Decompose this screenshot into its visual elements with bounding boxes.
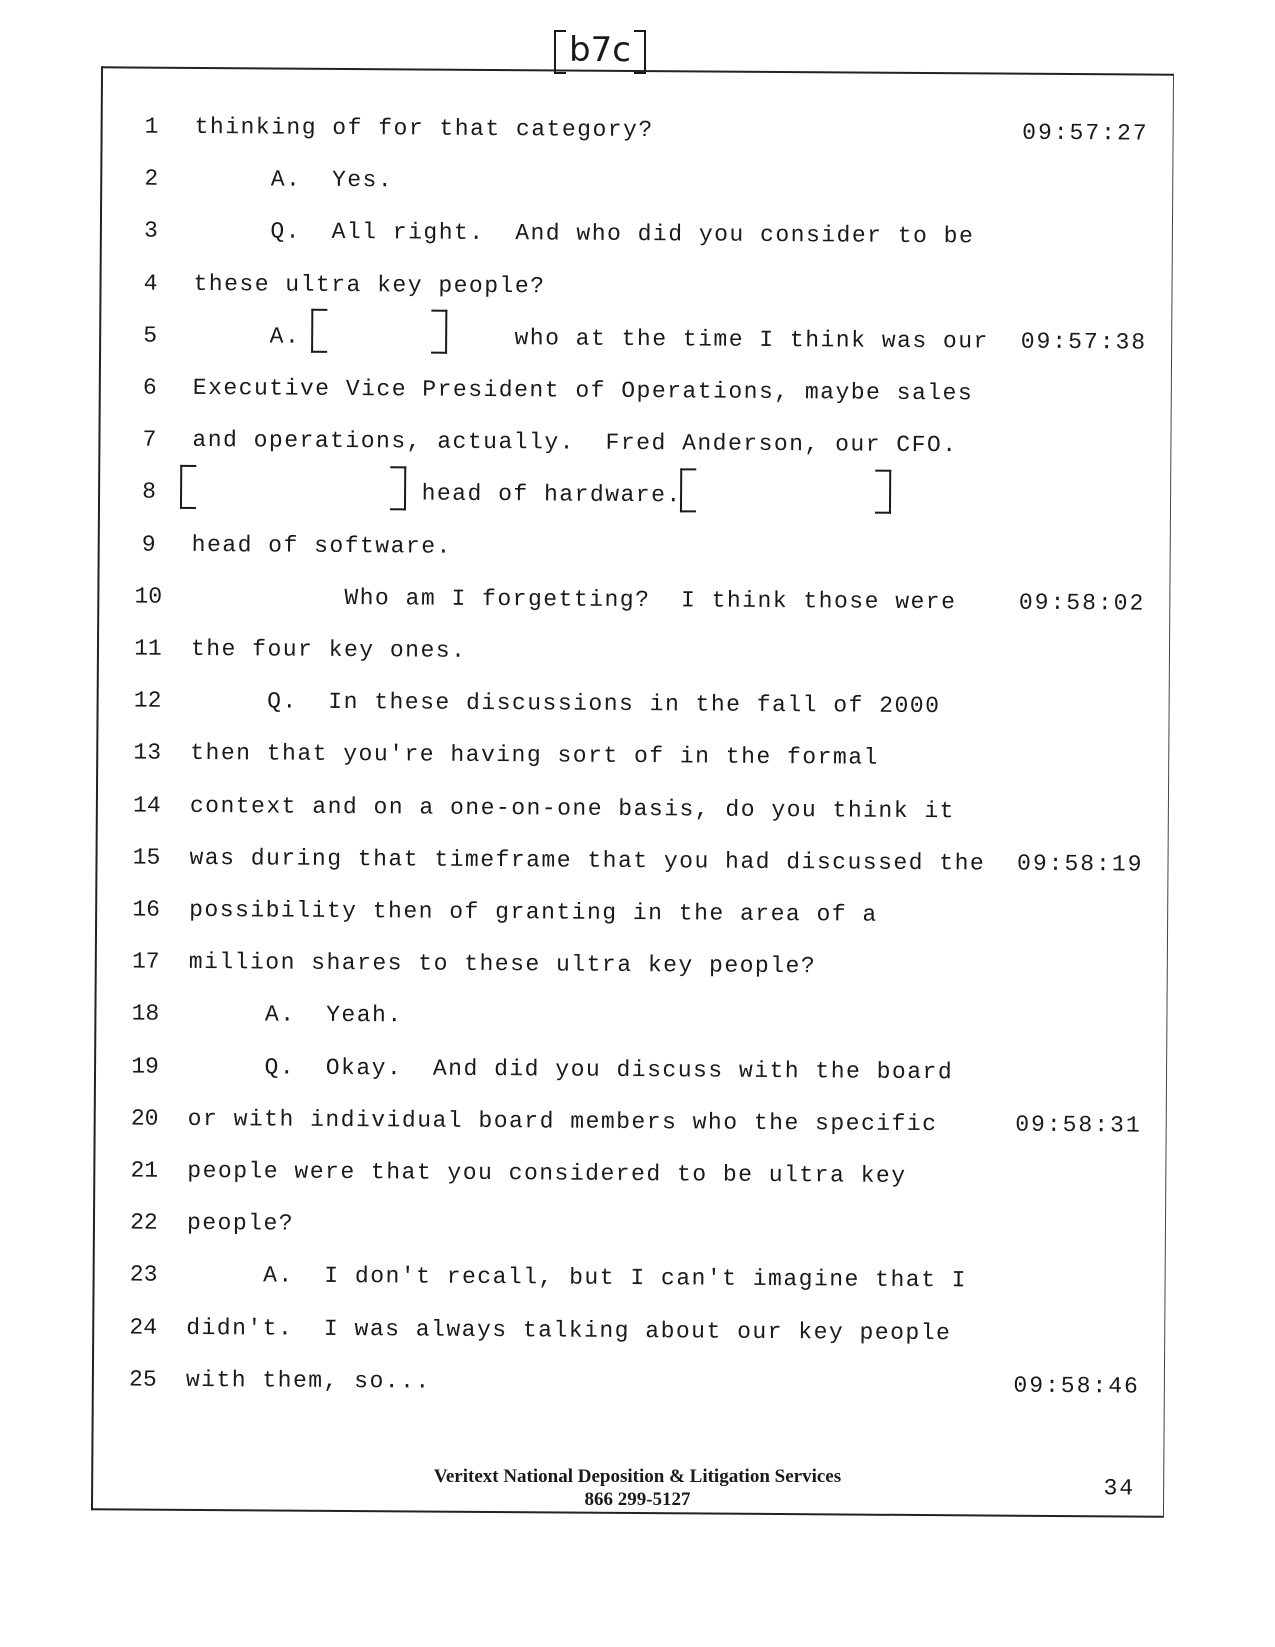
timestamp: 09:58:46 [1013,1372,1140,1400]
redaction-bracket-right [390,466,406,510]
timestamp: 09:58:02 [1018,589,1146,617]
timestamp: 09:58:31 [1015,1111,1142,1139]
line-number: 7 [142,426,157,453]
line-text: head of hardware. [191,479,682,509]
line-number: 22 [130,1209,158,1236]
transcript-line [101,367,1171,414]
line-text: didn't. I was always talking about our key people [186,1314,952,1346]
transcript-line [94,1359,1164,1406]
redaction-bracket-right [431,310,447,354]
line-number: 16 [132,896,161,923]
line-number: 9 [141,531,156,558]
transcript-line [94,1307,1164,1354]
line-number: 2 [144,165,159,192]
transcript-line [98,733,1168,780]
line-number: 1 [144,113,159,140]
line-text: thinking of for that category? [194,113,654,144]
timestamp: 09:57:27 [1022,119,1149,147]
line-text: Q. In these discussions in the fall of 2000 [190,688,941,720]
line-number: 6 [142,374,157,401]
footer-company: Veritext National Deposition & Litigation Services [433,1466,842,1487]
redaction-line-5 [101,302,1171,359]
line-number: 15 [132,844,161,871]
line-number: 23 [129,1261,158,1289]
line-text: people were that you considered to be ultra key [187,1157,907,1189]
transcript-line [102,106,1172,153]
line-text: then that you're having sort of in the formal [190,740,879,772]
line-number: 12 [133,687,162,714]
line-number: 10 [134,583,163,610]
line-text: possibility then of granting in the area of a [189,896,878,928]
page-number: 34 [1103,1475,1136,1502]
timestamp: 09:58:19 [1016,850,1144,878]
transcript-line [94,1255,1164,1302]
transcript-line [95,1202,1165,1249]
transcript-line [102,211,1172,258]
stamp-left-bracket [554,30,566,74]
line-text: Executive Vice President of Operations, maybe sales [192,374,974,407]
timestamp: 09:57:38 [1020,328,1148,356]
transcript-line [98,680,1168,727]
line-text: head of software. [191,531,452,560]
stamp-right-bracket [634,30,646,74]
line-number: 5 [143,322,158,349]
transcript-lines [103,68,1173,1400]
line-number: 4 [143,270,158,297]
redaction-line-8 [100,459,1170,516]
transcript-line [96,1098,1166,1145]
line-text: or with individual board members who the specific [187,1105,938,1137]
line-text: Q. Okay. And did you discuss with the board [187,1053,954,1085]
transcript-line [95,1150,1165,1197]
line-number: 11 [134,635,162,662]
transcript-line [99,576,1169,623]
transcript-line [97,889,1167,936]
redaction-bracket-left [180,465,196,509]
line-number: 25 [128,1366,157,1393]
line-number: 17 [131,948,160,975]
transcript-line [97,837,1167,884]
line-number: 14 [132,792,161,819]
line-text: these ultra key people? [193,270,546,299]
line-text: context and on a one-on-one basis, do you think it [189,792,956,824]
line-number: 19 [131,1053,159,1080]
redaction-bracket-left [680,468,696,512]
line-text: people? [186,1210,295,1237]
line-text: A. who at the time I think was our [193,322,989,355]
line-number: 3 [143,217,158,245]
redaction-bracket-left [311,309,327,353]
transcript-line [96,994,1166,1041]
line-number: 21 [130,1157,159,1184]
transcript-line [98,785,1168,832]
line-number: 8 [142,478,157,506]
line-text: with them, so... [185,1366,431,1395]
line-number: 24 [129,1314,158,1341]
line-text: A. I don't recall, but I can't imagine that I [186,1262,968,1294]
line-text: was during that timeframe that you had discussed the [189,844,986,877]
line-number: 20 [130,1105,159,1132]
line-text: Who am I forgetting? I think those were [191,583,957,616]
line-text: the four key ones. [190,635,467,664]
line-text: A. Yeah. [188,1001,403,1029]
line-text: A. Yes. [194,166,394,194]
footer-phone: 866 299-5127 [584,1489,691,1510]
line-number: 18 [131,1000,160,1028]
line-number: 13 [133,739,162,767]
redaction-bracket-right [875,470,891,514]
transcript-line [100,524,1170,571]
transcript-line [97,941,1167,988]
line-text: and operations, actually. Fred Anderson, our CFO. [192,427,958,459]
transcript-line [96,1046,1166,1093]
line-text: Q. All right. And who did you consider to be [193,218,975,250]
stamp-label: b7c [569,30,631,70]
transcript-page-frame [91,66,1174,1517]
transcript-line [99,628,1169,675]
line-text: million shares to these ultra key people? [188,949,817,980]
transcript-line [102,158,1172,205]
